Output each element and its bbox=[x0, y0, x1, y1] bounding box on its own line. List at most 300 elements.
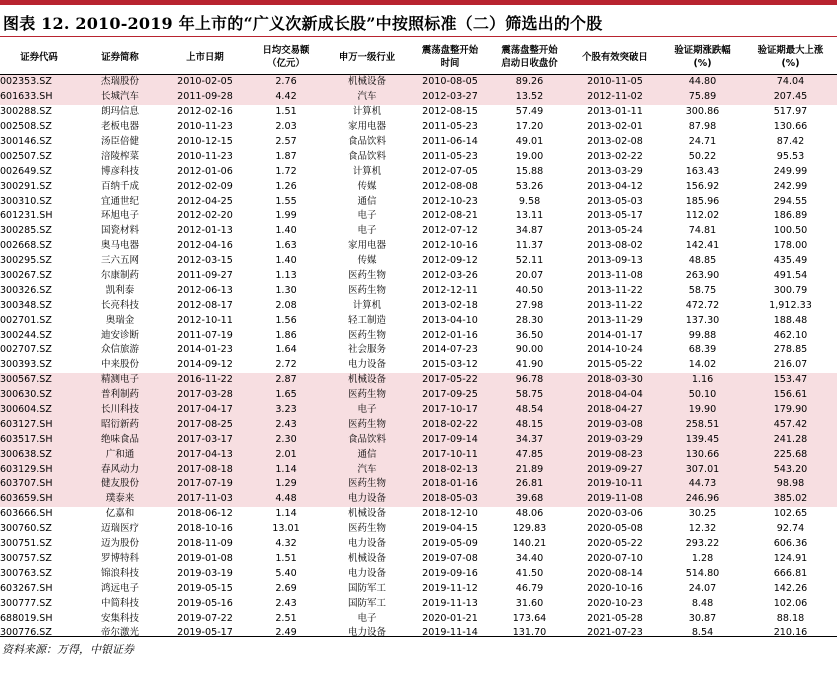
cell-start-close: 46.79 bbox=[515, 582, 544, 594]
cell-verify-max: 188.48 bbox=[773, 314, 808, 326]
cell-verify-chg: 514.80 bbox=[685, 567, 720, 579]
cell-start-close: 48.15 bbox=[490, 417, 569, 432]
cell-list-date: 2012-02-09 bbox=[177, 180, 233, 192]
table-bottom-rule bbox=[0, 636, 837, 637]
cell-consol-start: 2012-03-27 bbox=[410, 90, 490, 105]
cell-breakout: 2020-03-06 bbox=[587, 508, 643, 520]
cell-avg-turnover: 1.55 bbox=[275, 195, 297, 207]
cell-verify-max: 74.04 bbox=[744, 75, 837, 90]
cell-list-date: 2014-09-12 bbox=[177, 359, 233, 371]
header-start-close: 震荡盘整开始 启动日收盘价 bbox=[501, 45, 558, 69]
cell-list-date: 2018-06-12 bbox=[177, 508, 233, 520]
cell-breakout: 2014-10-24 bbox=[587, 344, 643, 356]
cell-code: 002701.SZ bbox=[0, 314, 52, 326]
header-name: 证券简称 bbox=[101, 51, 139, 63]
table-row bbox=[0, 269, 837, 284]
table-row bbox=[0, 596, 837, 611]
cell-verify-max: 88.18 bbox=[776, 612, 805, 624]
cell-consol-start: 2018-01-16 bbox=[410, 477, 490, 492]
cell-start-close: 173.64 bbox=[512, 612, 547, 624]
cell-name: 奥瑞金 bbox=[105, 314, 135, 326]
cell-breakout: 2013-05-17 bbox=[587, 210, 643, 222]
cell-start-close: 140.21 bbox=[512, 538, 547, 550]
cell-avg-turnover: 2.72 bbox=[275, 359, 297, 371]
cell-name: 三六五网 bbox=[100, 255, 139, 267]
header-avg-turnover: 日均交易额 （亿元） bbox=[262, 45, 310, 69]
cell-name: 安集科技 bbox=[100, 612, 139, 624]
cell-name: 璞泰来 bbox=[78, 492, 162, 507]
cell-name: 帝尔激光 bbox=[100, 627, 139, 639]
cell-avg-turnover: 1.64 bbox=[275, 344, 297, 356]
table-row bbox=[0, 566, 837, 581]
cell-avg-turnover: 2.51 bbox=[275, 612, 297, 624]
cell-verify-chg: 112.02 bbox=[685, 210, 720, 222]
table-row bbox=[0, 179, 837, 194]
cell-verify-chg: 24.71 bbox=[688, 136, 717, 147]
cell-verify-max: 225.68 bbox=[744, 447, 837, 462]
cell-breakout: 2012-11-02 bbox=[569, 90, 661, 105]
cell-verify-max: 179.90 bbox=[744, 403, 837, 418]
cell-list-date: 2016-11-22 bbox=[162, 373, 248, 388]
cell-start-close: 9.58 bbox=[518, 195, 541, 207]
cell-industry: 机械设备 bbox=[347, 508, 386, 520]
cell-code: 601633.SH bbox=[0, 90, 78, 105]
cell-list-date: 2017-04-17 bbox=[162, 403, 248, 418]
cell-industry: 电子 bbox=[357, 210, 377, 222]
cell-consol-start: 2012-10-23 bbox=[422, 195, 478, 207]
cell-verify-max: 130.66 bbox=[773, 121, 808, 133]
cell-verify-max: 462.10 bbox=[773, 329, 808, 341]
cell-avg-turnover: 2.76 bbox=[248, 75, 324, 90]
cell-verify-chg: 30.87 bbox=[688, 612, 717, 624]
cell-list-date: 2012-06-13 bbox=[177, 284, 233, 296]
cell-verify-chg: 185.96 bbox=[685, 195, 720, 207]
cell-consol-start: 2019-11-14 bbox=[422, 627, 478, 639]
header-code: 证券代码 bbox=[20, 51, 58, 63]
cell-name: 博彦科技 bbox=[100, 165, 139, 177]
cell-industry: 医药生物 bbox=[347, 284, 386, 296]
cell-name: 罗博特科 bbox=[100, 552, 139, 564]
cell-verify-chg: 50.10 bbox=[661, 388, 744, 403]
table-row bbox=[0, 507, 837, 522]
cell-code: 300288.SZ bbox=[0, 106, 52, 118]
cell-name: 涪陵榨菜 bbox=[100, 150, 139, 162]
cell-consol-start: 2012-12-11 bbox=[422, 284, 478, 296]
cell-name: 广和通 bbox=[78, 447, 162, 462]
cell-name: 锦浪科技 bbox=[100, 567, 139, 579]
cell-breakout: 2015-05-22 bbox=[587, 359, 643, 371]
stock-table bbox=[0, 40, 837, 641]
cell-verify-chg: 99.88 bbox=[688, 329, 717, 341]
cell-verify-chg: 50.22 bbox=[688, 150, 717, 162]
cell-consol-start: 2017-05-22 bbox=[410, 373, 490, 388]
cell-breakout: 2020-05-08 bbox=[587, 523, 643, 535]
cell-industry: 计算机 bbox=[352, 106, 382, 118]
cell-name: 凯利泰 bbox=[105, 284, 135, 296]
title-accent-bar bbox=[0, 0, 837, 5]
table-row bbox=[0, 358, 837, 373]
cell-consol-start: 2012-08-08 bbox=[422, 180, 478, 192]
cell-breakout: 2013-05-03 bbox=[587, 195, 643, 207]
cell-verify-max: 207.45 bbox=[744, 90, 837, 105]
table-body bbox=[0, 75, 837, 641]
table-row bbox=[0, 343, 837, 358]
cell-breakout: 2019-08-23 bbox=[569, 447, 661, 462]
cell-start-close: 52.11 bbox=[515, 255, 544, 267]
table-row bbox=[0, 75, 837, 90]
cell-consol-start: 2012-10-16 bbox=[422, 240, 478, 252]
cell-industry: 医药生物 bbox=[324, 477, 410, 492]
cell-consol-start: 2018-05-03 bbox=[410, 492, 490, 507]
cell-avg-turnover: 2.43 bbox=[275, 597, 297, 609]
cell-verify-chg: 44.80 bbox=[661, 75, 744, 90]
cell-start-close: 19.00 bbox=[515, 150, 544, 162]
cell-consol-start: 2018-02-13 bbox=[410, 462, 490, 477]
cell-code: 300146.SZ bbox=[0, 136, 52, 147]
cell-industry: 电力设备 bbox=[324, 492, 410, 507]
cell-industry: 通信 bbox=[357, 195, 377, 207]
cell-start-close: 20.07 bbox=[515, 270, 544, 282]
cell-verify-max: 142.26 bbox=[773, 582, 808, 594]
cell-name: 普利制药 bbox=[78, 388, 162, 403]
table-row bbox=[0, 209, 837, 224]
cell-start-close: 41.90 bbox=[515, 359, 544, 371]
cell-name: 尔康制药 bbox=[100, 270, 139, 282]
cell-consol-start: 2017-10-17 bbox=[410, 403, 490, 418]
cell-verify-chg: 139.45 bbox=[661, 432, 744, 447]
cell-start-close: 28.30 bbox=[515, 314, 544, 326]
cell-industry: 电力设备 bbox=[347, 627, 386, 639]
cell-name: 老板电器 bbox=[100, 121, 139, 133]
cell-list-date: 2017-08-25 bbox=[162, 417, 248, 432]
cell-list-date: 2012-10-11 bbox=[177, 314, 233, 326]
cell-industry: 电子 bbox=[357, 225, 377, 237]
cell-avg-turnover: 2.43 bbox=[248, 417, 324, 432]
cell-consol-start: 2013-04-10 bbox=[422, 314, 478, 326]
cell-verify-max: 543.20 bbox=[744, 462, 837, 477]
cell-verify-chg: 8.48 bbox=[691, 597, 714, 609]
cell-verify-chg: 75.89 bbox=[661, 90, 744, 105]
cell-verify-max: 102.06 bbox=[773, 597, 808, 609]
cell-industry: 电子 bbox=[357, 612, 377, 624]
cell-consol-start: 2015-03-12 bbox=[422, 359, 478, 371]
cell-consol-start: 2018-12-10 bbox=[422, 508, 478, 520]
cell-name: 长亮科技 bbox=[100, 299, 139, 311]
cell-verify-max: 242.99 bbox=[773, 180, 808, 192]
cell-breakout: 2013-01-11 bbox=[587, 106, 643, 118]
table-row bbox=[0, 626, 837, 641]
cell-verify-chg: 30.25 bbox=[688, 508, 717, 520]
cell-breakout: 2019-09-27 bbox=[569, 462, 661, 477]
table-row bbox=[0, 254, 837, 269]
cell-code: 002353.SZ bbox=[0, 75, 78, 90]
table-row bbox=[0, 552, 837, 567]
cell-name: 精测电子 bbox=[78, 373, 162, 388]
cell-avg-turnover: 1.86 bbox=[275, 329, 297, 341]
cell-consol-start: 2011-05-23 bbox=[422, 121, 478, 133]
cell-consol-start: 2019-07-08 bbox=[422, 552, 478, 564]
cell-start-close: 89.26 bbox=[490, 75, 569, 90]
cell-verify-chg: 48.85 bbox=[688, 255, 717, 267]
cell-industry: 机械设备 bbox=[324, 75, 410, 90]
cell-breakout: 2019-03-29 bbox=[569, 432, 661, 447]
cell-start-close: 21.89 bbox=[490, 462, 569, 477]
cell-code: 002707.SZ bbox=[0, 344, 52, 356]
cell-breakout: 2013-02-08 bbox=[587, 136, 643, 147]
cell-start-close: 131.70 bbox=[512, 627, 547, 639]
cell-list-date: 2019-05-16 bbox=[177, 597, 233, 609]
cell-industry: 汽车 bbox=[324, 90, 410, 105]
cell-breakout: 2020-08-14 bbox=[587, 567, 643, 579]
cell-breakout: 2020-07-10 bbox=[587, 552, 643, 564]
cell-start-close: 13.52 bbox=[490, 90, 569, 105]
cell-code: 300760.SZ bbox=[0, 523, 52, 535]
cell-start-close: 36.50 bbox=[515, 329, 544, 341]
cell-name: 汤臣倍健 bbox=[100, 136, 139, 147]
table-row bbox=[0, 224, 837, 239]
cell-start-close: 129.83 bbox=[512, 523, 547, 535]
table-row bbox=[0, 447, 837, 462]
cell-code: 300393.SZ bbox=[0, 359, 52, 371]
cell-start-close: 53.26 bbox=[515, 180, 544, 192]
cell-start-close: 34.87 bbox=[515, 225, 544, 237]
cell-code: 300348.SZ bbox=[0, 299, 52, 311]
cell-verify-max: 606.36 bbox=[773, 538, 808, 550]
cell-verify-max: 87.42 bbox=[776, 136, 805, 147]
cell-verify-chg: 472.72 bbox=[685, 299, 720, 311]
cell-verify-chg: 156.92 bbox=[685, 180, 720, 192]
table-row bbox=[0, 417, 837, 432]
table-row bbox=[0, 120, 837, 135]
cell-start-close: 90.00 bbox=[515, 344, 544, 356]
cell-breakout: 2021-05-28 bbox=[587, 612, 643, 624]
cell-list-date: 2017-07-19 bbox=[162, 477, 248, 492]
cell-breakout: 2020-05-22 bbox=[587, 538, 643, 550]
cell-consol-start: 2019-04-15 bbox=[422, 523, 478, 535]
cell-avg-turnover: 1.26 bbox=[275, 180, 297, 192]
table-row bbox=[0, 388, 837, 403]
cell-code: 300630.SZ bbox=[0, 388, 78, 403]
cell-industry: 医药生物 bbox=[347, 523, 386, 535]
cell-consol-start: 2017-10-11 bbox=[410, 447, 490, 462]
cell-consol-start: 2014-07-23 bbox=[422, 344, 478, 356]
cell-list-date: 2011-09-28 bbox=[162, 90, 248, 105]
cell-consol-start: 2012-01-16 bbox=[422, 329, 478, 341]
cell-industry: 医药生物 bbox=[324, 388, 410, 403]
cell-verify-chg: 163.43 bbox=[685, 165, 720, 177]
cell-consol-start: 2012-07-05 bbox=[422, 165, 478, 177]
cell-name: 中来股份 bbox=[100, 359, 139, 371]
cell-code: 603129.SH bbox=[0, 462, 78, 477]
cell-list-date: 2010-12-15 bbox=[177, 136, 233, 147]
cell-code: 002508.SZ bbox=[0, 121, 52, 133]
cell-list-date: 2014-01-23 bbox=[177, 344, 233, 356]
cell-list-date: 2012-01-13 bbox=[177, 225, 233, 237]
cell-start-close: 27.98 bbox=[515, 299, 544, 311]
cell-breakout: 2020-10-23 bbox=[587, 597, 643, 609]
cell-avg-turnover: 1.51 bbox=[275, 106, 297, 118]
cell-start-close: 48.54 bbox=[490, 403, 569, 418]
cell-list-date: 2017-03-28 bbox=[162, 388, 248, 403]
cell-consol-start: 2012-03-26 bbox=[422, 270, 478, 282]
cell-avg-turnover: 1.13 bbox=[275, 270, 297, 282]
cell-breakout: 2013-11-22 bbox=[587, 284, 643, 296]
cell-breakout: 2019-11-08 bbox=[569, 492, 661, 507]
cell-verify-chg: 293.22 bbox=[685, 538, 720, 550]
cell-verify-chg: 24.07 bbox=[688, 582, 717, 594]
cell-verify-max: 249.99 bbox=[773, 165, 808, 177]
table-row bbox=[0, 90, 837, 105]
cell-list-date: 2012-02-16 bbox=[177, 106, 233, 118]
cell-verify-max: 124.91 bbox=[773, 552, 808, 564]
cell-start-close: 13.11 bbox=[515, 210, 544, 222]
cell-verify-chg: 19.90 bbox=[661, 403, 744, 418]
header-verify-chg: 验证期涨跌幅 (%) bbox=[674, 45, 731, 69]
cell-avg-turnover: 2.69 bbox=[275, 582, 297, 594]
cell-verify-chg: 1.16 bbox=[661, 373, 744, 388]
cell-verify-max: 95.53 bbox=[776, 150, 805, 162]
cell-code: 002649.SZ bbox=[0, 165, 52, 177]
cell-breakout: 2013-11-29 bbox=[587, 314, 643, 326]
cell-verify-chg: 307.01 bbox=[661, 462, 744, 477]
cell-name: 鸿远电子 bbox=[100, 582, 139, 594]
cell-industry: 国防军工 bbox=[347, 597, 386, 609]
cell-consol-start: 2011-06-14 bbox=[422, 136, 478, 147]
cell-industry: 机械设备 bbox=[347, 552, 386, 564]
cell-start-close: 48.06 bbox=[515, 508, 544, 520]
cell-code: 300567.SZ bbox=[0, 373, 78, 388]
cell-code: 601231.SH bbox=[0, 210, 53, 222]
cell-avg-turnover: 4.42 bbox=[248, 90, 324, 105]
cell-consol-start: 2020-01-21 bbox=[422, 612, 478, 624]
cell-list-date: 2018-11-09 bbox=[177, 538, 233, 550]
table-row bbox=[0, 239, 837, 254]
cell-consol-start: 2010-08-05 bbox=[410, 75, 490, 90]
cell-avg-turnover: 2.30 bbox=[248, 432, 324, 447]
cell-list-date: 2010-11-23 bbox=[177, 150, 233, 162]
table-row bbox=[0, 194, 837, 209]
cell-avg-turnover: 1.87 bbox=[275, 150, 297, 162]
cell-start-close: 34.37 bbox=[490, 432, 569, 447]
cell-start-close: 96.78 bbox=[490, 373, 569, 388]
cell-breakout: 2019-03-08 bbox=[569, 417, 661, 432]
cell-name: 迪安诊断 bbox=[100, 329, 139, 341]
cell-name: 环旭电子 bbox=[100, 210, 139, 222]
cell-avg-turnover: 13.01 bbox=[272, 523, 300, 535]
cell-start-close: 17.20 bbox=[515, 121, 544, 133]
cell-list-date: 2012-04-16 bbox=[177, 240, 233, 252]
cell-verify-chg: 74.81 bbox=[688, 225, 717, 237]
cell-name: 百纳千成 bbox=[100, 180, 139, 192]
cell-verify-chg: 300.86 bbox=[685, 106, 720, 118]
cell-consol-start: 2017-09-25 bbox=[410, 388, 490, 403]
cell-avg-turnover: 1.14 bbox=[248, 462, 324, 477]
cell-breakout: 2018-04-04 bbox=[569, 388, 661, 403]
cell-industry: 医药生物 bbox=[324, 417, 410, 432]
cell-name: 亿嘉和 bbox=[105, 508, 135, 520]
cell-start-close: 47.85 bbox=[490, 447, 569, 462]
cell-name: 长川科技 bbox=[78, 403, 162, 418]
cell-start-close: 49.01 bbox=[515, 136, 544, 147]
cell-start-close: 11.37 bbox=[515, 240, 544, 252]
cell-consol-start: 2019-05-09 bbox=[422, 538, 478, 550]
cell-list-date: 2011-07-19 bbox=[177, 329, 233, 341]
cell-code: 300776.SZ bbox=[0, 627, 52, 639]
table-row bbox=[0, 611, 837, 626]
cell-industry: 食品饮料 bbox=[347, 136, 386, 147]
cell-breakout: 2013-11-08 bbox=[587, 270, 643, 282]
cell-name: 迈为股份 bbox=[100, 538, 139, 550]
cell-list-date: 2017-11-03 bbox=[162, 492, 248, 507]
cell-list-date: 2012-03-15 bbox=[177, 255, 233, 267]
table-row bbox=[0, 164, 837, 179]
cell-name: 春风动力 bbox=[78, 462, 162, 477]
cell-code: 300291.SZ bbox=[0, 180, 52, 192]
cell-avg-turnover: 1.40 bbox=[275, 255, 297, 267]
table-row bbox=[0, 432, 837, 447]
cell-start-close: 58.75 bbox=[490, 388, 569, 403]
cell-industry: 食品饮料 bbox=[347, 150, 386, 162]
cell-start-close: 57.49 bbox=[515, 106, 544, 118]
cell-code: 300751.SZ bbox=[0, 538, 52, 550]
table-row bbox=[0, 581, 837, 596]
cell-industry: 国防军工 bbox=[347, 582, 386, 594]
cell-list-date: 2019-05-15 bbox=[177, 582, 233, 594]
cell-verify-max: 210.16 bbox=[773, 627, 808, 639]
cell-breakout: 2020-10-16 bbox=[587, 582, 643, 594]
header-industry: 申万一级行业 bbox=[338, 51, 396, 63]
cell-verify-max: 178.00 bbox=[773, 240, 808, 252]
cell-consol-start: 2012-08-15 bbox=[422, 106, 478, 118]
cell-industry: 汽车 bbox=[324, 462, 410, 477]
cell-consol-start: 2019-11-13 bbox=[422, 597, 478, 609]
cell-name: 昭衍新药 bbox=[78, 417, 162, 432]
cell-verify-chg: 58.75 bbox=[688, 284, 717, 296]
cell-start-close: 15.88 bbox=[515, 165, 544, 177]
cell-list-date: 2012-04-25 bbox=[177, 195, 233, 207]
cell-breakout: 2019-10-11 bbox=[569, 477, 661, 492]
cell-list-date: 2012-01-06 bbox=[177, 165, 233, 177]
cell-verify-chg: 87.98 bbox=[688, 121, 717, 133]
cell-start-close: 34.40 bbox=[515, 552, 544, 564]
cell-breakout: 2010-11-05 bbox=[569, 75, 661, 90]
cell-verify-max: 300.79 bbox=[773, 284, 808, 296]
cell-consol-start: 2017-09-14 bbox=[410, 432, 490, 447]
cell-verify-chg: 246.96 bbox=[661, 492, 744, 507]
cell-avg-turnover: 1.63 bbox=[275, 240, 297, 252]
cell-name: 奥马电器 bbox=[100, 240, 139, 252]
cell-list-date: 2019-05-17 bbox=[177, 627, 233, 639]
cell-name: 杰瑞股份 bbox=[78, 75, 162, 90]
cell-name: 绝味食品 bbox=[78, 432, 162, 447]
figure-title-bar bbox=[0, 0, 837, 38]
cell-industry: 电力设备 bbox=[347, 567, 386, 579]
cell-list-date: 2010-02-05 bbox=[162, 75, 248, 90]
figure-title: 图表 12. 2010-2019 年上市的“广义次新成长股”中按照标准（二）筛选出的个股 bbox=[3, 14, 603, 33]
cell-industry: 计算机 bbox=[352, 299, 382, 311]
cell-code: 300267.SZ bbox=[0, 270, 52, 282]
cell-verify-chg: 263.90 bbox=[685, 270, 720, 282]
cell-avg-turnover: 2.87 bbox=[248, 373, 324, 388]
cell-list-date: 2010-11-23 bbox=[177, 121, 233, 133]
cell-name: 健友股份 bbox=[78, 477, 162, 492]
table-row bbox=[0, 283, 837, 298]
cell-list-date: 2019-03-19 bbox=[177, 567, 233, 579]
cell-verify-max: 1,912.33 bbox=[769, 299, 812, 311]
title-divider bbox=[0, 36, 837, 37]
cell-verify-max: 98.98 bbox=[744, 477, 837, 492]
cell-verify-chg: 14.02 bbox=[688, 359, 717, 371]
